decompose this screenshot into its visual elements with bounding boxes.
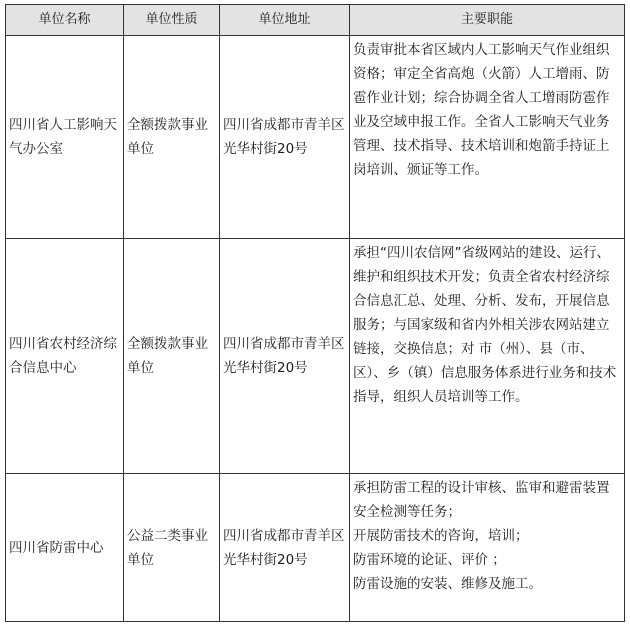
unit-name: 四川省防雷中心 xyxy=(9,539,104,556)
table-row xyxy=(6,239,625,474)
unit-address: 四川省成都市青羊区光华村街20号 xyxy=(223,336,345,376)
duty-line: 开展防雷技术的咨询，培训； xyxy=(353,528,529,544)
unit-nature-cell xyxy=(124,36,220,239)
duty-text: 负责审批本省区域内人工影响天气作业组织资格；审定全省高炮（火箭）人工增雨、防雹作业计划；综合协调全省人工增雨防雹作业及空域申报工作。全省人工影响天气业务管理、技术指导、技术培训和炮箭手持证上岗培训、颁证等工作。 xyxy=(353,42,610,178)
duty-text: 承担“四川农信网”省级网站的建设、运行、维护和组织技术开发；负责全省农村经济综合信息汇总、处理、分析、发布，开展信息服务；与国家级和省内外相关涉农网站建立链接，交换信息；对 市（州）、县（市、区）、乡（镇）信息服务体系进行业务和技术指导，组织人员培训等工作。 xyxy=(353,245,617,405)
unit-name-cell xyxy=(6,239,124,474)
duty-line: 防雷设施的安装、维修及施工。 xyxy=(353,576,542,592)
unit-address-cell xyxy=(220,239,350,474)
unit-nature: 全额拨款事业单位 xyxy=(127,117,208,157)
unit-nature: 公益二类事业单位 xyxy=(127,527,208,568)
unit-duties-cell xyxy=(350,239,625,474)
duty-line: 防雷环境的论证、评价 ； xyxy=(353,552,506,568)
unit-name-cell xyxy=(6,36,124,239)
unit-nature-cell xyxy=(124,239,220,474)
unit-address-cell xyxy=(220,36,350,239)
header-unit-address: 单位地址 xyxy=(220,5,350,36)
header-row xyxy=(6,5,625,36)
unit-address: 四川省成都市青羊区光华村街20号 xyxy=(223,117,345,157)
unit-nature-cell xyxy=(124,474,220,622)
table-row xyxy=(6,36,625,239)
unit-name-cell xyxy=(6,474,124,622)
table-body xyxy=(6,36,625,622)
table-header xyxy=(6,5,625,36)
duty-line: 承担防雷工程的设计审核、监审和避雷装置安全检测等任务； xyxy=(353,480,610,520)
unit-duties-cell xyxy=(350,474,625,622)
units-table xyxy=(5,4,625,622)
header-main-duties: 主要职能 xyxy=(350,5,625,36)
header-unit-nature: 单位性质 xyxy=(124,5,220,36)
unit-name: 四川省人工影响天气办公室 xyxy=(9,117,117,157)
unit-address-cell xyxy=(220,474,350,622)
unit-duties-cell xyxy=(350,36,625,239)
unit-name: 四川省农村经济综合信息中心 xyxy=(9,336,117,376)
header-unit-name: 单位名称 xyxy=(6,5,124,36)
unit-nature: 全额拨款事业单位 xyxy=(127,336,208,376)
table-row xyxy=(6,474,625,622)
unit-address: 四川省成都市青羊区光华村街20号 xyxy=(223,527,345,568)
